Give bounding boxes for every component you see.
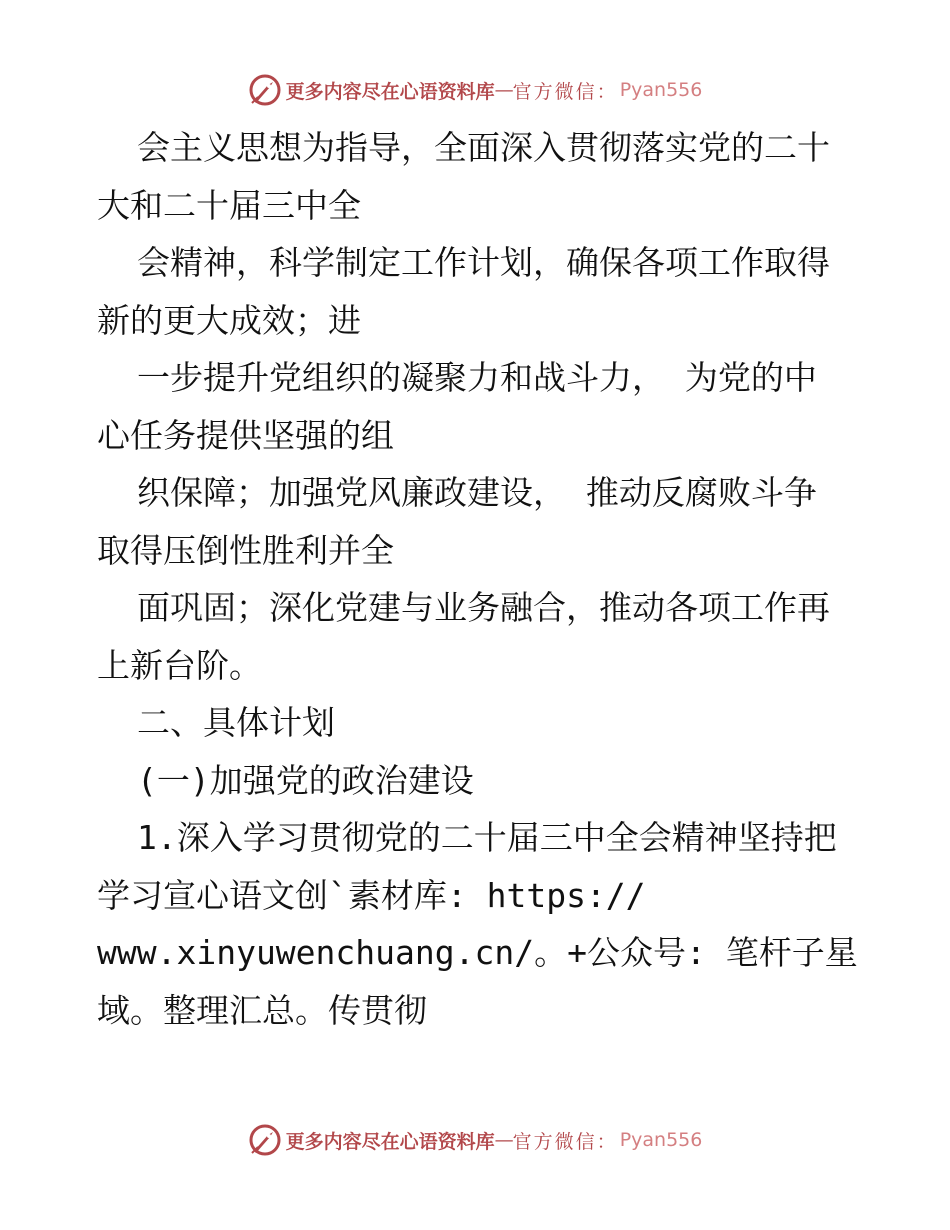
text-line: 会主义思想为指导，全面深入贯彻落实党的二十: [137, 128, 830, 167]
text-line: 学习宣心语文创`素材库: https://: [97, 875, 646, 915]
banner-separator: —: [494, 79, 513, 101]
text-line: 取得压倒性胜利并全: [97, 530, 394, 570]
banner-separator: —: [494, 1129, 513, 1151]
banner-brand-text: 更多内容尽在心语资料库: [285, 80, 495, 103]
header-banner: [0, 72, 950, 108]
text-line: 心任务提供坚强的组: [97, 415, 394, 455]
text-line: 会精神，科学制定工作计划，确保各项工作取得: [137, 243, 830, 282]
text-line: 大和二十届三中全: [97, 185, 361, 225]
text-line: 上新台阶。: [97, 645, 262, 685]
banner-official-label: 官方微信：: [512, 80, 618, 103]
text-line: 一步提升党组织的凝聚力和战斗力， 为党的中: [137, 358, 817, 397]
document-body: [97, 119, 867, 1039]
text-line: www.xinyuwenchuang.cn/。+公众号: 笔杆子星: [97, 933, 858, 972]
pen-logo-icon: [248, 1123, 282, 1157]
banner-brand-text: 更多内容尽在心语资料库: [285, 1130, 495, 1153]
text-line: 面巩固；深化党建与业务融合，推动各项工作再: [137, 588, 830, 627]
text-line: 织保障；加强党风廉政建设， 推动反腐败斗争: [137, 473, 817, 512]
banner-official-label: 官方微信：: [512, 1130, 618, 1153]
banner-wechat-id: Pyan556: [619, 79, 703, 101]
banner-wechat-id: Pyan556: [619, 1129, 703, 1151]
text-line: 新的更大成效；进: [97, 300, 361, 340]
text-line: 1.深入学习贯彻党的二十届三中全会精神坚持把: [137, 818, 837, 857]
section-heading: 二、具体计划: [137, 703, 335, 742]
pen-logo-icon: [248, 73, 282, 107]
subsection-heading: (一)加强党的政治建设: [137, 760, 474, 800]
footer-banner: [0, 1122, 950, 1158]
text-line: 域。整理汇总。传贯彻: [97, 990, 427, 1030]
